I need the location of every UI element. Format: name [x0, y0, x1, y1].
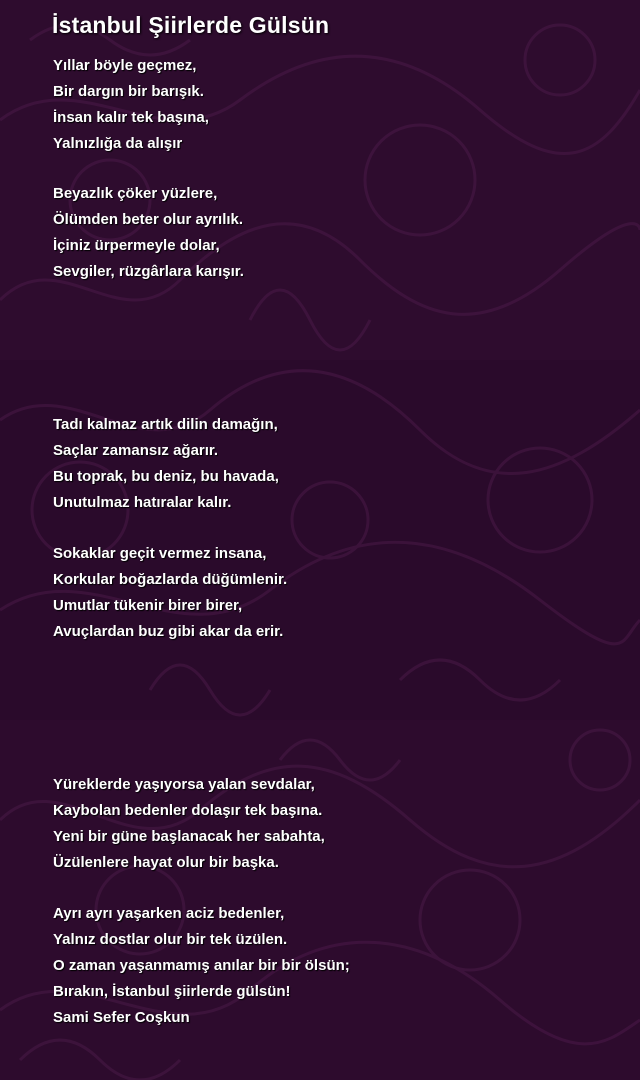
poem-stanza [53, 901, 350, 1005]
poem-line: O zaman yaşanmamış anılar bir bir ölsün; [53, 957, 350, 974]
poem-line: Avuçlardan buz gibi akar da erir. [53, 623, 284, 640]
poem-line: Korkular boğazlarda düğümlenir. [53, 571, 288, 588]
poem-stanza [53, 772, 325, 876]
poem-stanza [53, 53, 209, 157]
poem-line: İnsan kalır tek başına, [53, 109, 209, 126]
poem-line: Unutulmaz hatıralar kalır. [53, 494, 232, 511]
poem-author: Sami Sefer Coşkun [53, 1009, 190, 1026]
poem-line: Ölümden beter olur ayrılık. [53, 211, 244, 228]
poem-line: Beyazlık çöker yüzlere, [53, 185, 218, 202]
poem-line: İçiniz ürpermeyle dolar, [53, 237, 220, 254]
poem-line: Sokaklar geçit vermez insana, [53, 545, 267, 562]
poem-line: Saçlar zamansız ağarır. [53, 442, 219, 459]
poem-line: Bırakın, İstanbul şiirlerde gülsün! [53, 983, 291, 1000]
poem-line: Sevgiler, rüzgârlara karışır. [53, 263, 244, 280]
poem-line: Tadı kalmaz artık dilin damağın, [53, 416, 278, 433]
poem-title: İstanbul Şiirlerde Gülsün [52, 12, 330, 38]
poem-line: Umutlar tükenir birer birer, [53, 597, 243, 614]
poem-line: Kaybolan bedenler dolaşır tek başına. [53, 802, 323, 819]
poem-line: Yeni bir güne başlanacak her sabahta, [53, 828, 325, 845]
poem-stanza [53, 541, 287, 645]
poem-line: Yüreklerde yaşıyorsa yalan sevdalar, [53, 776, 315, 793]
poem-line: Bu toprak, bu deniz, bu havada, [53, 468, 279, 485]
poem-line: Üzülenlere hayat olur bir başka. [53, 854, 279, 871]
poem-line: Bir dargın bir barışık. [53, 83, 204, 100]
poem-line: Ayrı ayrı yaşarken aciz bedenler, [53, 905, 285, 922]
poem-line: Yıllar böyle geçmez, [53, 57, 197, 74]
poem-stanza [53, 181, 244, 285]
poem-line: Yalnızlığa da alışır [53, 135, 183, 152]
poem-line: Yalnız dostlar olur bir tek üzülen. [53, 931, 288, 948]
poem-stanza [53, 412, 279, 516]
